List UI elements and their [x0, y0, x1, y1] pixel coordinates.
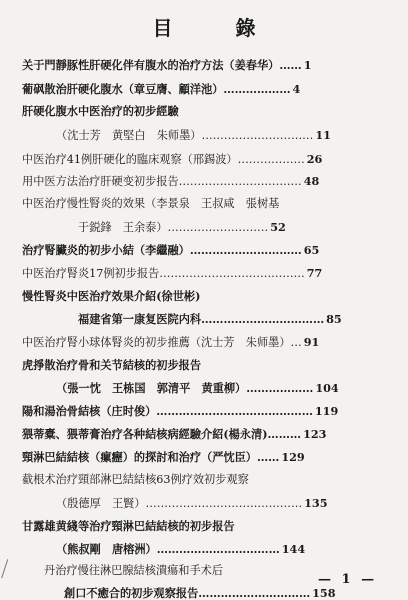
toc-entry[interactable] — [22, 427, 388, 441]
toc-entry-title: 丹治疗慢往淋巴腺結核潰瘍和手术后 — [44, 564, 224, 577]
toc-entry[interactable] — [78, 220, 386, 235]
toc-entry[interactable] — [22, 197, 362, 211]
toc-entry-title: 截根术治疗頸部淋巴結結核63例疗效初步观察 — [22, 473, 249, 486]
toc-entry-title: 治疗腎臟炎的初步小結（李繼融）………………………… — [22, 243, 302, 257]
toc-entry-title: 福建省第一康复医院内科…………………………… — [78, 312, 325, 326]
toc-entry-title: 于鋭鋒 王余泰）……………………… — [78, 221, 269, 234]
toc-entry[interactable] — [22, 358, 292, 372]
toc-entry-title: 用中医方法治疗肝硬变初步报告…………………………… — [22, 175, 302, 188]
toc-entry-title: 猥蒂橐、猥蒂膏治疗各种結核病經驗介紹(楊永清)……… — [22, 427, 302, 441]
toc-entry-page: 26 — [306, 152, 323, 166]
toc-entry-title: 中医治疗腎小球体腎炎的初步推薦（沈士芳 朱师墨）… — [22, 336, 302, 349]
toc-entry[interactable] — [78, 312, 386, 326]
toc-entry[interactable] — [22, 104, 282, 118]
toc-entry-title: （殷德厚 王賢）…………………………………… — [56, 497, 303, 510]
toc-entry[interactable] — [22, 243, 386, 257]
toc-entry-title: 关于門靜豚性肝硬化伴有腹水的治疗方法（姜春华）…… — [22, 58, 302, 72]
toc-entry[interactable] — [22, 82, 384, 96]
toc-entry-title: 中医治疗慢性腎炎的效果（李景泉 王叔咸 張树基 — [22, 197, 280, 210]
toc-entry[interactable] — [56, 542, 388, 556]
toc-entry[interactable] — [56, 381, 388, 395]
toc-entry-page: 65 — [303, 243, 320, 257]
toc-entry[interactable] — [22, 289, 272, 303]
toc-entry-page: 11 — [315, 128, 331, 142]
toc-entry-title: 中医治疗41例肝硬化的臨床观察（邢錫波）……………… — [22, 153, 305, 166]
toc-entry[interactable] — [22, 519, 342, 533]
toc-entry-page: 158 — [312, 586, 336, 600]
toc-entry[interactable] — [22, 473, 352, 487]
toc-entry-page: 135 — [304, 496, 328, 510]
toc-entry-page: 144 — [281, 542, 306, 556]
toc-entry[interactable] — [22, 58, 384, 72]
toc-entry[interactable] — [56, 496, 388, 511]
toc-entry-title: 甘露雄黄綫等治疗頸淋巴結結核的初步报告 — [22, 519, 235, 533]
toc-entry-title: 中医治疗腎炎17例初步报告………………………………… — [22, 267, 305, 280]
toc-entry-page: 1 — [303, 58, 312, 72]
toc-entry-title: （沈士芳 黄堅白 朱师墨）………………………… — [56, 129, 314, 142]
toc-entry[interactable] — [22, 335, 386, 350]
toc-entry[interactable] — [22, 174, 386, 189]
toc-entry-page: 119 — [314, 404, 339, 418]
toc-entry-page: 77 — [306, 266, 323, 280]
toc-entry-title: 虎掙散治疗骨和关节結核的初步报告 — [22, 358, 202, 372]
toc-entry[interactable] — [22, 404, 388, 418]
toc-entry-page: 123 — [303, 427, 327, 441]
toc-entry[interactable] — [22, 152, 386, 167]
page-number-footer: — 1 — — [318, 572, 378, 587]
toc-entry-title: （熊叔剛 唐榕洲）…………………………… — [56, 542, 280, 556]
toc-entry-page: 52 — [270, 220, 286, 234]
toc-entry-page: 85 — [326, 312, 342, 326]
toc-entry-page: 48 — [303, 174, 320, 188]
toc-entry[interactable] — [64, 586, 388, 600]
toc-entry-title: 慢性腎炎中医治疗效果介紹(徐世彬) — [22, 289, 201, 303]
toc-entry-title: 頸淋巴結結核（瘰癧）的探討和治疗（严忱臣）…… — [22, 450, 280, 464]
toc-entry-title: 肝硬化腹水中医治疗的初步經驗 — [22, 104, 179, 118]
toc-entry-page: 91 — [303, 335, 320, 349]
page-title: 目 錄 — [152, 16, 284, 40]
toc-entry-title: （張一忱 王栋国 郭清平 黄重柳）……………… — [56, 381, 314, 395]
toc-entry[interactable] — [22, 450, 388, 464]
toc-entry-page: 129 — [281, 450, 305, 464]
toc-entry[interactable] — [56, 128, 386, 143]
toc-entry[interactable] — [22, 266, 386, 281]
toc-entry-page: 4 — [292, 82, 301, 96]
toc-entry-title: 葡砜散治肝硬化腹水（章豆膺、顧洋池）……………… — [22, 82, 291, 96]
toc-entry-page: 104 — [315, 381, 339, 395]
toc-entry-title: 陽和湯治骨結核（庄时俊）…………………………………… — [22, 404, 313, 418]
toc-entry-title: 創口不癒合的初步观察报告………………………… — [64, 586, 311, 600]
toc-entry[interactable] — [44, 564, 334, 578]
